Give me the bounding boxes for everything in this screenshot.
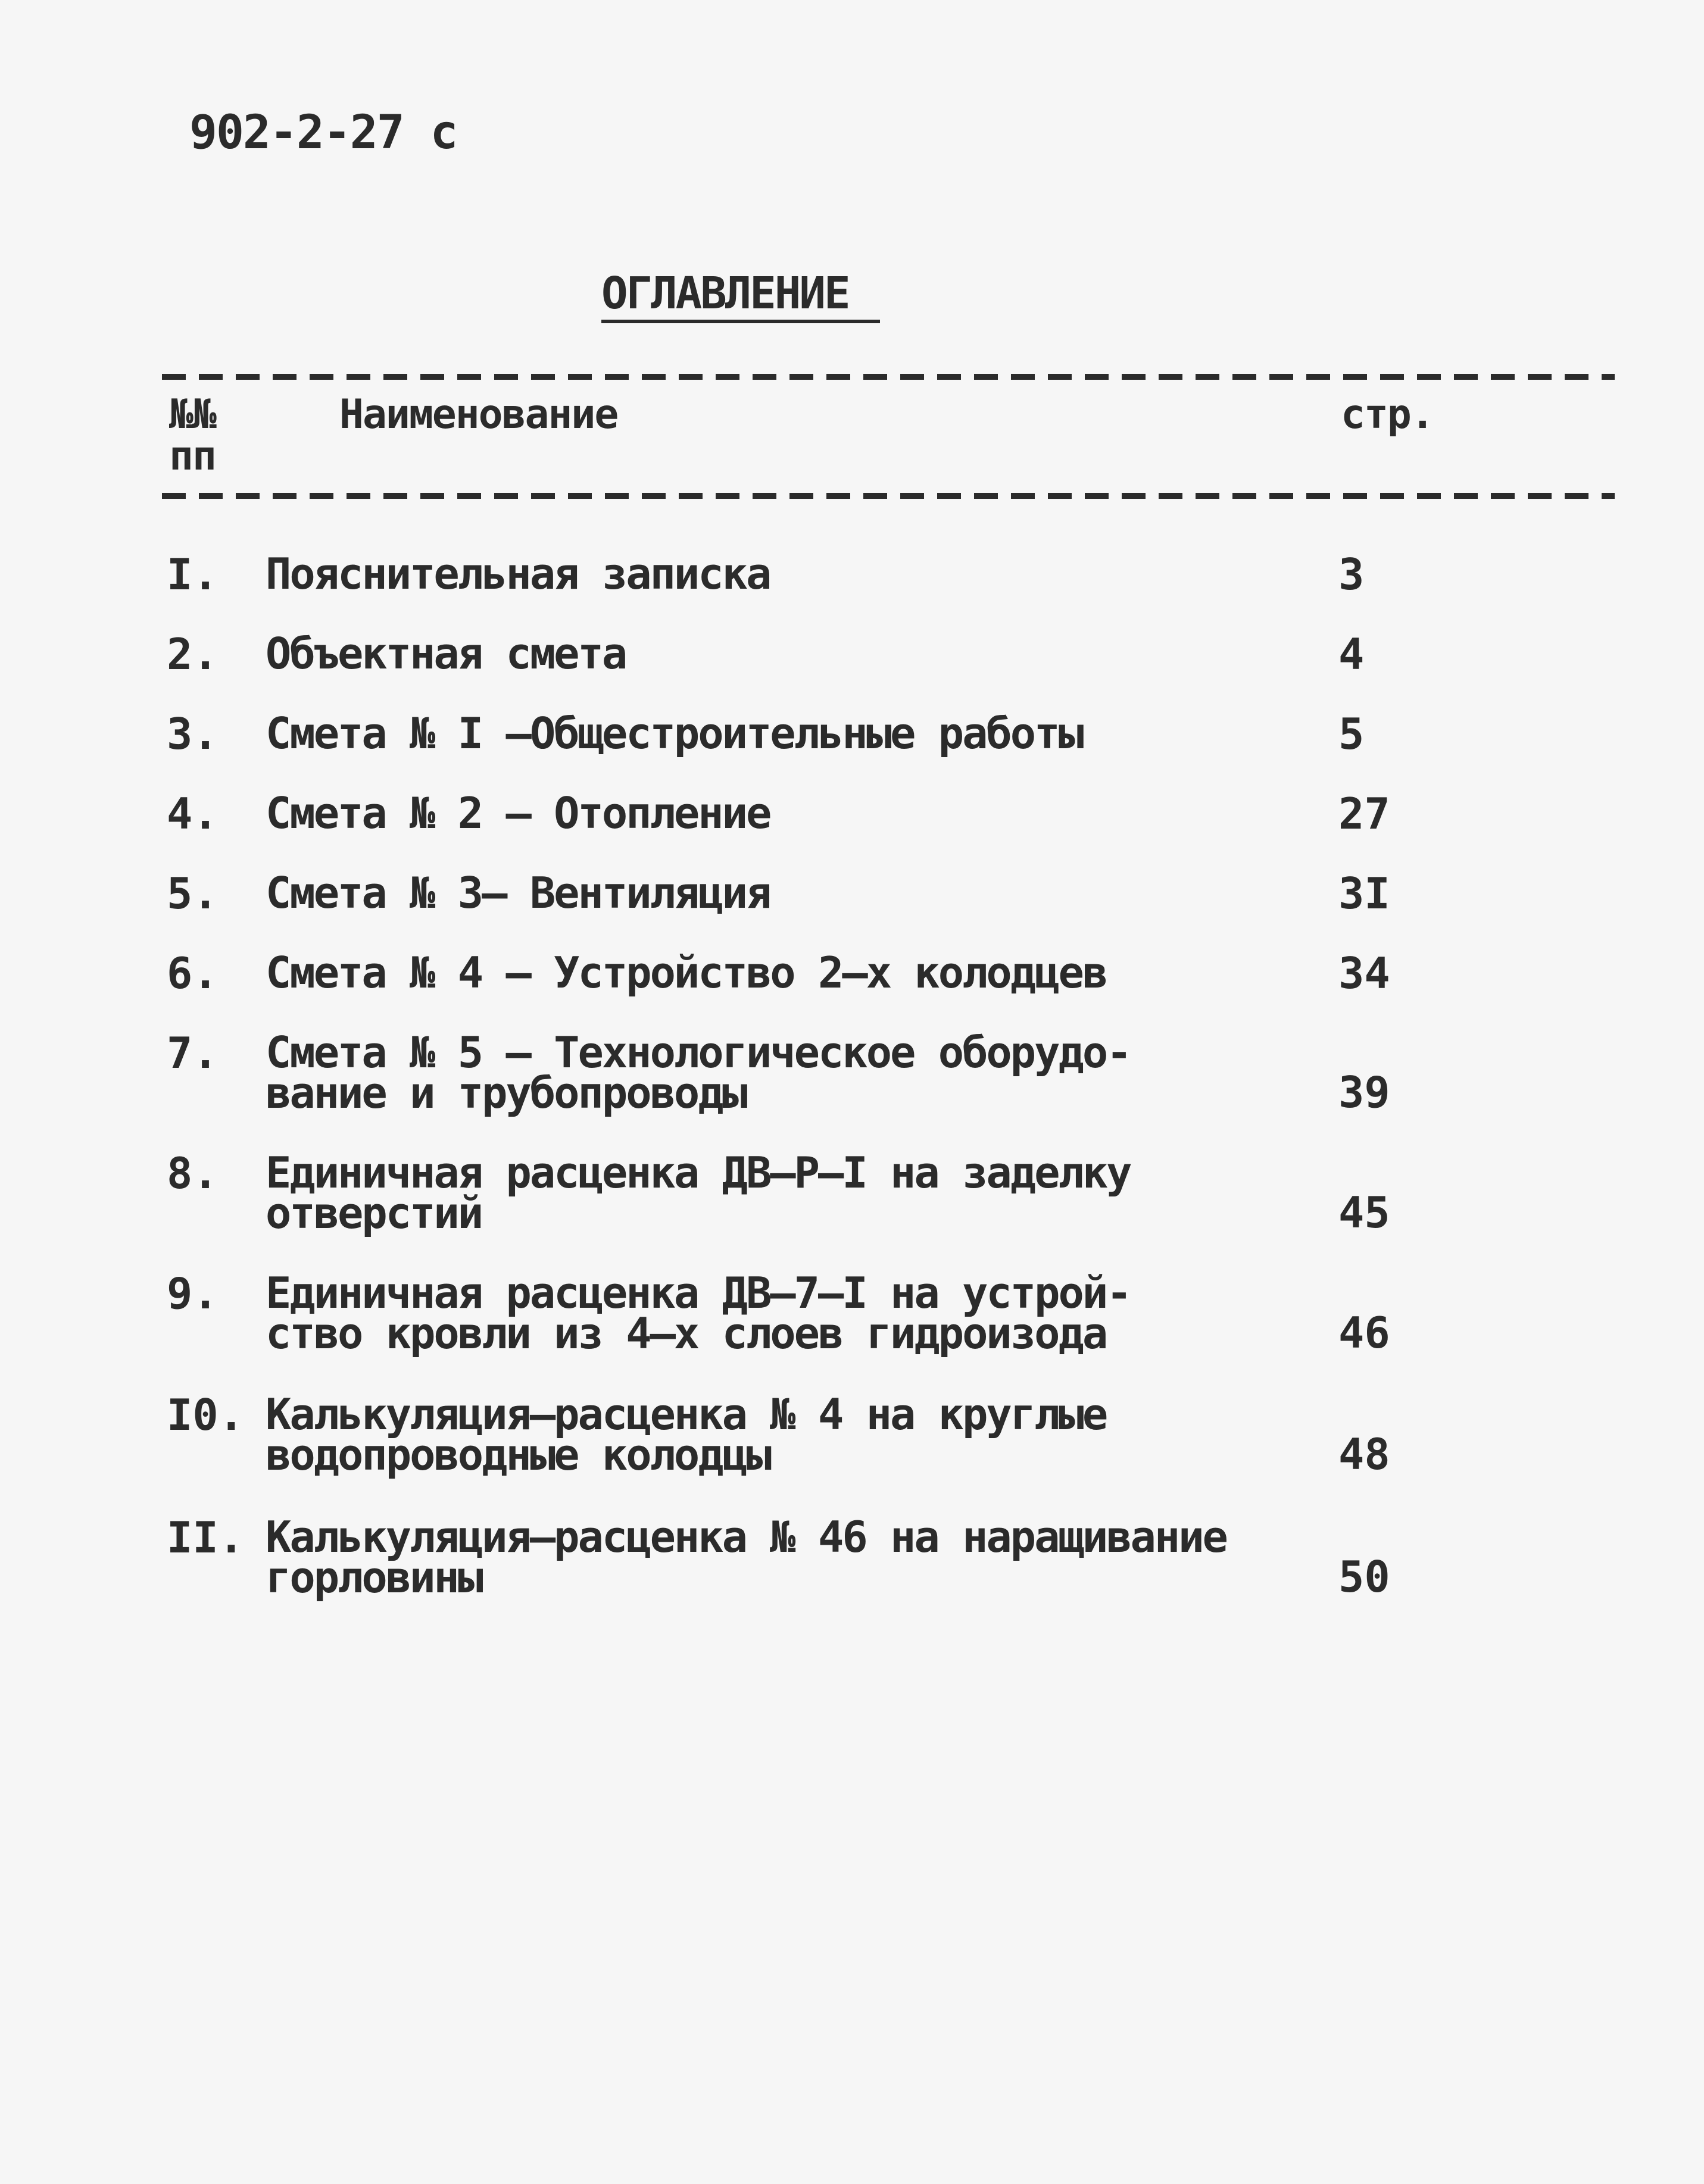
entry-page: 27 xyxy=(1338,789,1390,839)
entry-name: Смета № 2 – Отопление xyxy=(266,788,770,838)
entry-number: 5. xyxy=(167,868,219,918)
entry-page: 46 xyxy=(1338,1308,1390,1358)
page-title: ОГЛАВЛЕНИЕ xyxy=(601,268,849,319)
header-name: Наименование xyxy=(339,391,618,438)
entry-page: 3 xyxy=(1338,549,1365,599)
entry-page: 48 xyxy=(1338,1429,1390,1479)
header-page: стр. xyxy=(1341,391,1434,438)
header-number: №№ пп xyxy=(169,391,216,480)
entry-name: Единичная расценка ДВ–7–I на устрой- ство кровли из 4–х слоев гидроизода xyxy=(266,1268,1131,1358)
entry-name: Калькуляция–расценка № 46 на наращивание горловины xyxy=(266,1512,1226,1602)
entry-page: 5 xyxy=(1338,709,1365,759)
entry-name: Калькуляция–расценка № 4 на круглые водопроводные колодцы xyxy=(266,1389,1107,1480)
entry-number: I0. xyxy=(167,1390,245,1440)
entry-name: Пояснительная записка xyxy=(266,549,770,599)
entry-page: 45 xyxy=(1338,1188,1390,1238)
entry-name: Смета № 4 – Устройство 2–х колодцев xyxy=(266,948,1107,998)
entry-number: 6. xyxy=(167,948,219,998)
entry-name: Смета № I –Общестроительные работы xyxy=(266,708,1082,758)
entry-page: 39 xyxy=(1338,1067,1390,1117)
entry-name: Объектная смета xyxy=(266,629,626,679)
entry-number: 2. xyxy=(167,629,219,679)
entry-page: 3I xyxy=(1338,868,1390,918)
document-code: 902-2-27 с xyxy=(189,106,457,160)
entry-name: Смета № 3– Вентиляция xyxy=(266,868,770,918)
entry-page: 34 xyxy=(1338,948,1390,998)
entry-number: 7. xyxy=(167,1028,219,1078)
entry-number: 8. xyxy=(167,1148,219,1198)
entry-name: Единичная расценка ДВ–Р–I на заделку отверстий xyxy=(266,1148,1131,1238)
entry-page: 50 xyxy=(1338,1552,1390,1602)
entry-number: I. xyxy=(167,549,219,599)
entry-number: 3. xyxy=(167,709,219,759)
entry-number: 9. xyxy=(167,1268,219,1318)
entry-name: Смета № 5 – Технологическое оборудо- вание и трубопроводы xyxy=(266,1027,1131,1118)
entry-page: 4 xyxy=(1338,629,1365,679)
entry-number: II. xyxy=(167,1513,245,1563)
entry-number: 4. xyxy=(167,789,219,839)
